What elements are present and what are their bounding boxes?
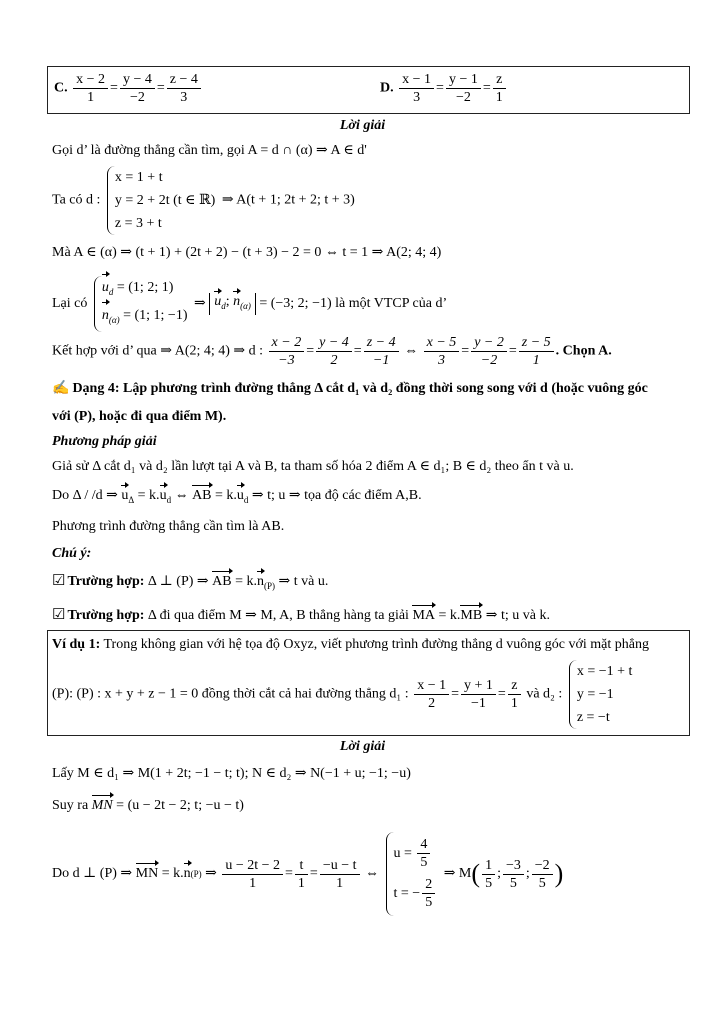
checkbox-checked-icon: ☑ <box>52 607 66 623</box>
solution1-line1: Gọi d’ là đường thẳng cần tìm, gọi A = d ∩ (α) ⇒ A ∈ d' <box>52 143 367 158</box>
example1-line1: Ví dụ 1: Trong không gian với hệ tọa độ Oxyz, viết phương trình đường thẳng d vuông góc với mặt phẳng <box>52 637 649 652</box>
method-heading: Phương pháp giải <box>52 434 157 449</box>
checkbox-checked-icon: ☑ <box>52 573 66 589</box>
writing-hand-icon: ✍ <box>52 381 70 396</box>
solution1-line3: Mà A ∈ (α) ⇒ (t + 1) + (2t + 2) − (t + 3) − 2 = 0 ⇔ t = 1 ⇒ A(2; 4; 4) <box>52 245 442 260</box>
dang4-title-line2: với (P), hoặc đi qua điểm M). <box>52 409 227 424</box>
case-2: ☑ Trường hợp: Δ đi qua điểm M ⇒ M, A, B thẳng hàng ta giải MA = k.MB ⇒ t; u và k. <box>52 607 550 623</box>
case-1: ☑ Trường hợp: Δ ⊥ (P) ⇒ AB = $k.n_{(P)}$ ⇒ t và u. <box>52 573 329 591</box>
dang4-title-line1: ✍ Dạng 4: Lập phương trình đường thẳng Δ cắt d₁ và d₂ đồng thời song song với d (hoặc vuông góc <box>52 381 648 396</box>
solution2-line1: Lấy M ∈ d₁ ⇒ M(1 + 2t; −1 − t; t); N ∈ d₂ ⇒ N(−1 + u; −1; −u) <box>52 766 411 781</box>
solution1-line2: Ta có d : x = 1 + t y = 2 + 2t (t ∈ ℝ) z = 3 + t ⇒ A(t + 1; 2t + 2; t + 3) <box>52 166 355 235</box>
solution1-line5: Kết hợp với d’ qua ⇒ A(2; 4; 4) ⇒ d : $\frac{x - 2}{-3}$ = $\frac{y - 4}{2}$ = $\frac{z - 4}{-1}$ ⇔ $\frac{x - 5}{3}$ = $\frac{y - 2}{-2}$ = $\frac{z - 5}{1}$ . Chọn A. <box>52 335 612 368</box>
solution1-line4: Lại có $u_d = (1$; 2; 1) $n_{(\alpha)} = (1$; 1; −1) ⇒ $u_d$; $n_{(\alpha)} = (-3$; 2; −1) là một VTCP của d’ <box>52 276 447 332</box>
line-d-system: x = 1 + t y = 2 + 2t (t ∈ ℝ) z = 3 + t <box>107 166 215 235</box>
solution-heading-2: Lời giải <box>339 739 386 754</box>
solution2-line3: Do d ⊥ (P) ⇒ MN = k.n(P) ⇒ $\frac{u - 2t - 2}{1}$ = $\frac{t}{1}$ = $\frac{-u - t}{1}$ ⇔ u = $\frac{4}{5}$ t = − $\frac{2}{5}$ ⇒ M( $\frac{1}{5}$ ; $\frac{-3}{5}$ ; $\frac{-2}{5}$ ) <box>52 832 563 916</box>
solution2-line2: Suy ra MN = (u − 2t − 2; t; −u − t) <box>52 798 244 813</box>
solution-heading-1: Lời giải <box>339 118 386 133</box>
option-d: D. $\frac{x - 1}{3}$ = $\frac{y - 1}{-2}$ = $\frac{z}{1}$ <box>380 71 508 106</box>
note-heading: Chú ý: <box>52 546 92 561</box>
method-p2: Do Δ / /d ⇒ $u_\Delta = k.u_d$ ⇔ AB = $k.u_d$ ⇒ t; u ⇒ tọa độ các điểm A,B. <box>52 488 422 505</box>
method-p1: Giả sử Δ cắt d₁ và d₂ lần lượt tại A và B, ta tham số hóa 2 điểm A ∈ d₁; B ∈ d₂ theo ẩn t và u. <box>52 459 574 474</box>
example1-line2: (P): (P) : x + y + z − 1 = 0 đồng thời cắt cả hai đường thẳng d₁ : $\frac{x - 1}{2}$ = $\frac{y + 1}{-1}$ = $\frac{z}{1}$ và d₂ : x = −1 + t y = −1 z = −t <box>52 660 635 729</box>
option-c: C. $\frac{x - 2}{1}$ = $\frac{y - 4}{-2}$ = $\frac{z - 4}{3}$ <box>54 71 203 106</box>
method-p3: Phương trình đường thẳng cần tìm là AB. <box>52 519 285 534</box>
